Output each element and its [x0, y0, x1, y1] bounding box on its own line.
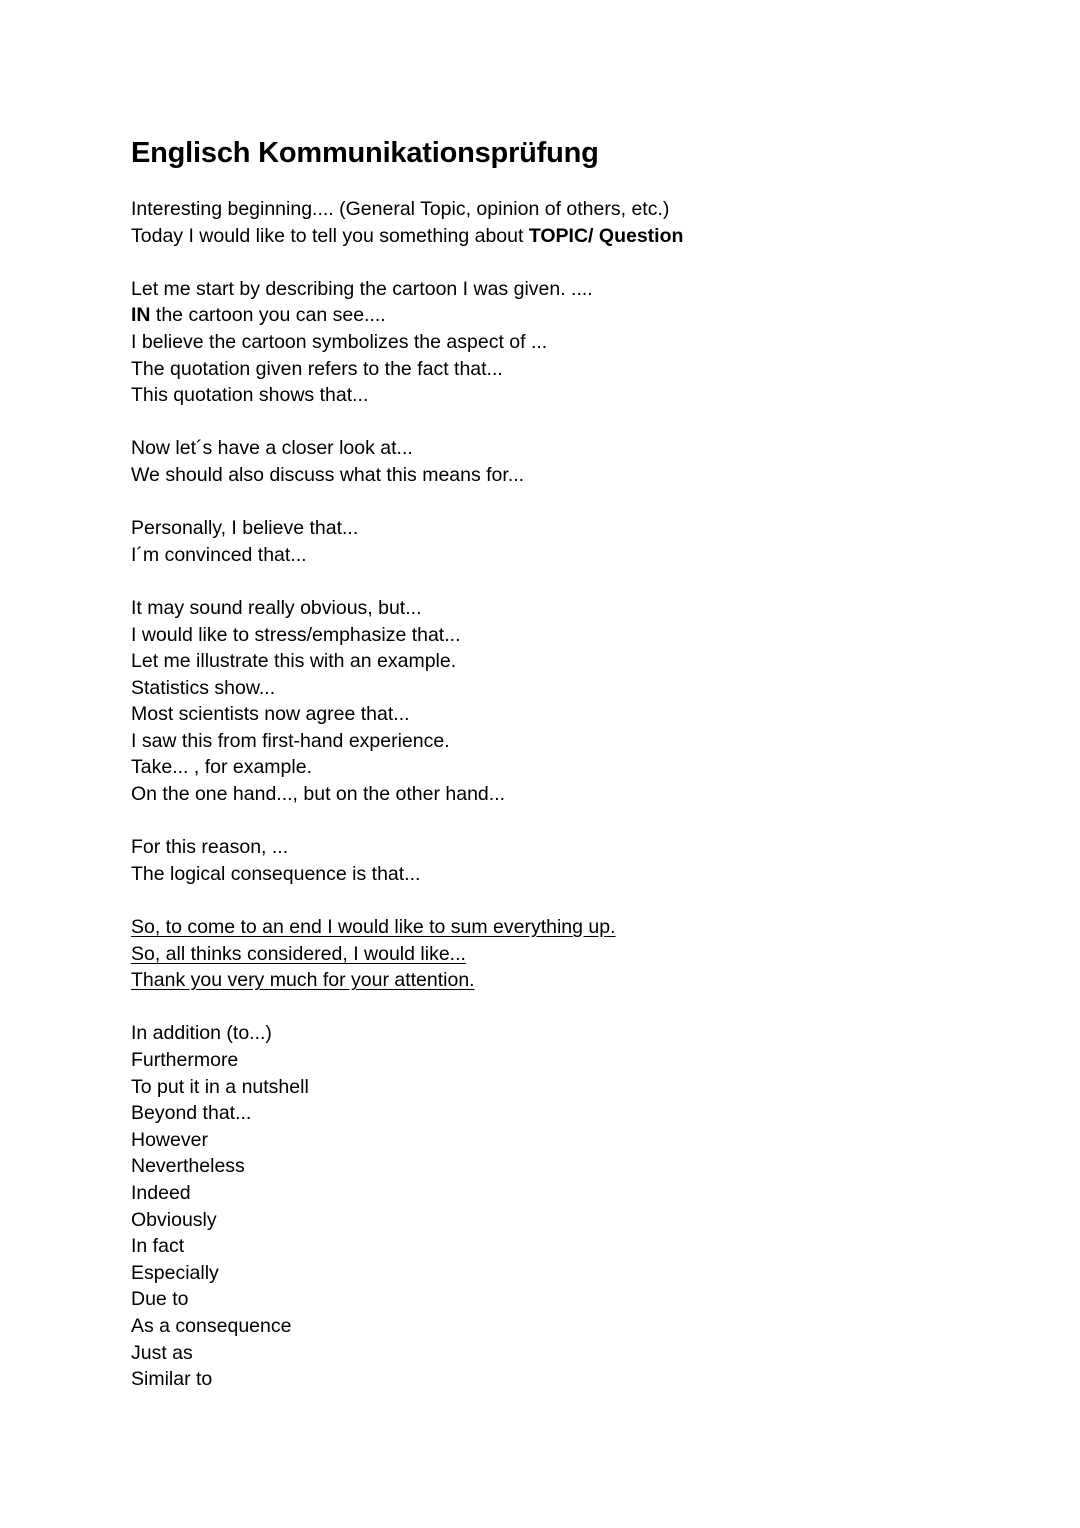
ending-line: So, all thinks considered, I would like...: [131, 942, 466, 965]
phrase-line: I believe the cartoon symbolizes the aspect of ...: [131, 330, 548, 353]
closer-look-section: [131, 435, 991, 488]
ending-line-wrap: [131, 914, 991, 941]
connector-item: Furthermore: [131, 1049, 239, 1071]
phrase-line: The logical consequence is that...: [131, 862, 421, 885]
phrase-line: [131, 302, 991, 329]
phrase-line: I´m convinced that...: [131, 543, 307, 566]
connector-item: Beyond that...: [131, 1102, 252, 1125]
phrase-line: I would like to stress/emphasize that...: [131, 623, 461, 646]
connector-item: Similar to: [131, 1368, 213, 1391]
intro-line: Interesting beginning.... (General Topic, opinion of others, etc.): [131, 198, 670, 220]
phrase-line: We should also discuss what this means for...: [131, 463, 525, 486]
connector-item: Obviously: [131, 1208, 217, 1231]
phrase-line: Take... , for example.: [131, 756, 312, 779]
phrase-line: Let me start by describing the cartoon I was given. ....: [131, 277, 593, 300]
document-title: Englisch Kommunikationsprüfung: [131, 137, 599, 169]
connectors-section: [131, 1020, 991, 1392]
document-page: [131, 134, 991, 1419]
connector-item: Just as: [131, 1341, 193, 1364]
ending-line-wrap: [131, 941, 991, 968]
opinion-section: [131, 515, 991, 568]
phrase-bold: IN: [131, 304, 151, 327]
phrase-rest: the cartoon you can see....: [150, 304, 386, 327]
ending-line: So, to come to an end I would like to sum everything up.: [131, 916, 616, 939]
phrase-line: Now let´s have a closer look at...: [131, 437, 413, 460]
phrase-line: Personally, I believe that...: [131, 517, 359, 540]
connector-item: Indeed: [131, 1181, 191, 1204]
intro-topic-line: [131, 223, 991, 250]
intro-topic-prefix: Today I would like to tell you something about: [131, 224, 529, 247]
phrase-line: The quotation given refers to the fact that...: [131, 357, 503, 380]
phrase-line: It may sound really obvious, but...: [131, 596, 422, 619]
phrase-line: This quotation shows that...: [131, 384, 369, 407]
intro-section: [131, 196, 991, 249]
connector-item: As a consequence: [131, 1314, 292, 1337]
phrase-line: Let me illustrate this with an example.: [131, 650, 457, 673]
connector-item: However: [131, 1128, 208, 1151]
connector-item: In fact: [131, 1235, 185, 1258]
phrase-line: Statistics show...: [131, 676, 276, 699]
ending-line-wrap: [131, 967, 991, 994]
connector-item: Due to: [131, 1288, 189, 1311]
connector-item: To put it in a nutshell: [131, 1075, 309, 1098]
ending-section: [131, 914, 991, 994]
connector-item: Especially: [131, 1261, 219, 1284]
phrase-line: For this reason, ...: [131, 836, 289, 859]
phrase-line: On the one hand..., but on the other hand...: [131, 783, 506, 806]
phrase-line: Most scientists now agree that...: [131, 703, 410, 726]
arguments-section: [131, 595, 991, 808]
describing-section: [131, 276, 991, 409]
connector-item: Nevertheless: [131, 1155, 245, 1178]
intro-topic-bold: TOPIC/ Question: [528, 224, 684, 247]
consequence-section: [131, 834, 991, 887]
connector-item: In addition (to...): [131, 1022, 272, 1045]
phrase-line: I saw this from first-hand experience.: [131, 729, 450, 752]
ending-line: Thank you very much for your attention.: [131, 969, 475, 992]
